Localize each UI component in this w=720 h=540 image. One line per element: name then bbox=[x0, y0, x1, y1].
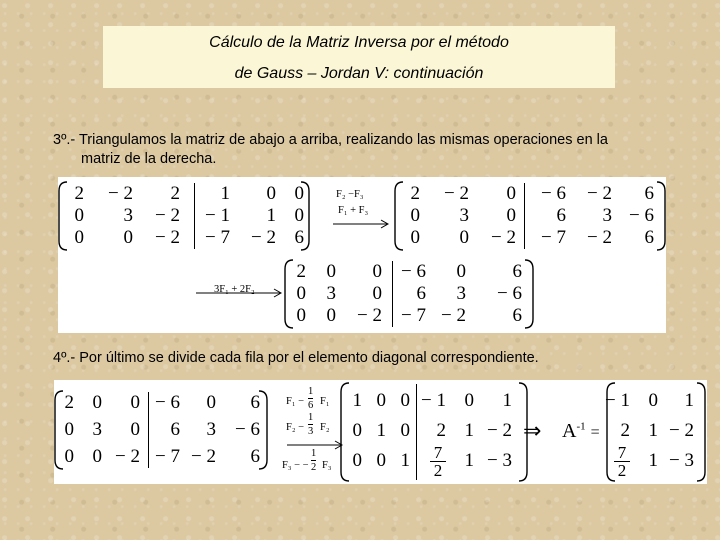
op-f2-tail: F₂ bbox=[320, 422, 330, 433]
matrix-a bbox=[58, 181, 308, 251]
matrix-cell: 0 bbox=[92, 446, 102, 467]
op-f1-label: F₁ − bbox=[286, 396, 305, 407]
matrix-cell: − 2 bbox=[251, 227, 276, 248]
matrix-cell: 2 bbox=[436, 420, 446, 441]
matrix-cell: 0 bbox=[130, 419, 140, 440]
matrix-cell: 6 bbox=[294, 227, 304, 248]
op-f1-den: 6 bbox=[308, 400, 314, 411]
matrix-cell: 6 bbox=[512, 305, 522, 326]
matrix-cell: 0 bbox=[352, 420, 362, 441]
matrix-cell: − 7 bbox=[155, 446, 180, 467]
frac-denominator: 2 bbox=[617, 461, 627, 480]
op-f3-frac bbox=[311, 448, 316, 473]
op-f1-num: 1 bbox=[308, 386, 314, 397]
matrix-cell: 6 bbox=[556, 205, 566, 226]
title-line-1: Cálculo de la Matriz Inversa por el método bbox=[209, 34, 509, 51]
matrix-right-bracket bbox=[656, 181, 666, 251]
matrix-cell: 0 bbox=[64, 419, 74, 440]
matrix-cell: 3 bbox=[206, 419, 216, 440]
op-f3-den: 2 bbox=[311, 462, 317, 473]
matrix-cell: − 2 bbox=[444, 183, 469, 204]
matrix-cell: − 7 bbox=[541, 227, 566, 248]
matrix-cell: − 6 bbox=[497, 283, 522, 304]
matrix-cell: 0 bbox=[326, 261, 336, 282]
matrix-cell: 6 bbox=[170, 419, 180, 440]
matrix-cell: 1 bbox=[648, 420, 658, 441]
op-f1-frac bbox=[308, 386, 313, 411]
frac-bar bbox=[308, 424, 313, 425]
matrix-cell: 1 bbox=[464, 450, 474, 471]
matrix-cell: 0 bbox=[506, 205, 516, 226]
op1-top: F₂ −F₃ bbox=[336, 189, 364, 200]
matrix-cell: − 2 bbox=[487, 420, 512, 441]
matrix-cell: − 2 bbox=[191, 446, 216, 467]
matrix-cell: 0 bbox=[64, 446, 74, 467]
matrix-cell: − 1 bbox=[421, 390, 446, 411]
matrix-cell: − 2 bbox=[115, 446, 140, 467]
matrix-right-bracket bbox=[696, 382, 706, 482]
op-f2-frac bbox=[308, 412, 313, 437]
matrix-cell: 0 bbox=[400, 390, 410, 411]
matrix-cell: − 7 bbox=[205, 227, 230, 248]
op-f1-tail: F₁ bbox=[320, 396, 330, 407]
inverse-letter: A bbox=[562, 420, 577, 442]
step4-text: 4º.- Por último se divide cada fila por el elemento diagonal correspondiente. bbox=[53, 350, 539, 366]
matrix-cell: 2 bbox=[170, 183, 180, 204]
matrix-cell: − 7 bbox=[401, 305, 426, 326]
matrix-inverse bbox=[606, 382, 706, 482]
matrix-cell: 1 bbox=[266, 205, 276, 226]
frac-bar bbox=[311, 460, 316, 461]
frac-numerator: 7 bbox=[617, 443, 627, 462]
matrix-cell: 6 bbox=[416, 283, 426, 304]
matrix-cell: 0 bbox=[459, 227, 469, 248]
matrix-cell: − 2 bbox=[155, 227, 180, 248]
matrix-cell: − 1 bbox=[205, 205, 230, 226]
matrix-cell: − 2 bbox=[357, 305, 382, 326]
matrix-cell: 0 bbox=[206, 392, 216, 413]
matrix-cell: − 2 bbox=[108, 183, 133, 204]
matrix-cell: − 6 bbox=[235, 419, 260, 440]
matrix-cell: 0 bbox=[92, 392, 102, 413]
matrix-cell: 0 bbox=[372, 283, 382, 304]
matrix-cell: − 2 bbox=[155, 205, 180, 226]
matrix-cell: 2 bbox=[64, 392, 74, 413]
step3-text-line1: 3º.- Triangulamos la matriz de abajo a arriba, realizando las mismas operaciones en la bbox=[53, 132, 608, 148]
matrix-cell: 1 bbox=[352, 390, 362, 411]
matrix-cell: 0 bbox=[74, 205, 84, 226]
matrix-cell: 0 bbox=[410, 227, 420, 248]
matrix-divider bbox=[524, 183, 525, 249]
matrix-cell: 3 bbox=[602, 205, 612, 226]
matrix-cell: − 6 bbox=[401, 261, 426, 282]
matrix-cell: 0 bbox=[456, 261, 466, 282]
matrix-cell: 0 bbox=[400, 420, 410, 441]
matrix-cell: 2 bbox=[296, 261, 306, 282]
op-f2-num: 1 bbox=[308, 412, 314, 423]
matrix-cell: − 2 bbox=[587, 183, 612, 204]
matrix-cell: − 6 bbox=[155, 392, 180, 413]
step3-panel bbox=[58, 177, 666, 333]
matrix-cell: 6 bbox=[250, 392, 260, 413]
matrix-cell: 1 bbox=[502, 390, 512, 411]
matrix-cell: − 2 bbox=[669, 420, 694, 441]
title-box bbox=[103, 26, 615, 88]
matrix-cell: 1 bbox=[220, 183, 230, 204]
matrix-cell: 3 bbox=[123, 205, 133, 226]
matrix-cell: 1 bbox=[400, 450, 410, 471]
matrix-cell: − 2 bbox=[491, 227, 516, 248]
matrix-cell: 0 bbox=[506, 183, 516, 204]
matrix-cell: 1 bbox=[376, 420, 386, 441]
matrix-cell: 0 bbox=[294, 183, 304, 204]
op-f3-label: F₃ − − bbox=[282, 460, 309, 471]
op2-label: 3F₁ + 2F₂ bbox=[214, 284, 255, 295]
equals-sign: = bbox=[590, 424, 600, 441]
matrix-cell: 2 bbox=[410, 183, 420, 204]
matrix-cell: 6 bbox=[644, 227, 654, 248]
op-f3-tail: F₃ bbox=[322, 460, 332, 471]
matrix-cell: 0 bbox=[296, 283, 306, 304]
matrix-cell: 0 bbox=[130, 392, 140, 413]
matrix-cell: 0 bbox=[376, 450, 386, 471]
inverse-exponent: -1 bbox=[576, 420, 586, 433]
matrix-cell: − 2 bbox=[441, 305, 466, 326]
matrix-cell: 0 bbox=[296, 305, 306, 326]
matrix-cell: − 1 bbox=[605, 390, 630, 411]
frac-bar bbox=[308, 398, 313, 399]
matrix-cell: 6 bbox=[250, 446, 260, 467]
matrix-cell: 0 bbox=[294, 205, 304, 226]
matrix-cell: 0 bbox=[74, 227, 84, 248]
frac-numerator: 7 bbox=[433, 443, 443, 462]
implies-symbol: ⇒ bbox=[523, 418, 542, 443]
op-f2-den: 3 bbox=[308, 426, 314, 437]
matrix-cell: 1 bbox=[648, 450, 658, 471]
matrix-e bbox=[340, 382, 530, 482]
matrix-cell: − 3 bbox=[487, 450, 512, 471]
matrix-cell: 6 bbox=[512, 261, 522, 282]
matrix-cell: 2 bbox=[74, 183, 84, 204]
matrix-cell: − 3 bbox=[669, 450, 694, 471]
step4-panel bbox=[54, 380, 707, 484]
matrix-cell: − 6 bbox=[629, 205, 654, 226]
matrix-cell: 0 bbox=[376, 390, 386, 411]
matrix-cell: 0 bbox=[352, 450, 362, 471]
matrix-cell: 1 bbox=[464, 420, 474, 441]
title-line-2: de Gauss – Jordan V: continuación bbox=[234, 65, 484, 82]
matrix-cell: − 2 bbox=[587, 227, 612, 248]
matrix-cell: 6 bbox=[644, 183, 654, 204]
step3-text-line2: matriz de la derecha. bbox=[81, 151, 217, 167]
matrix-cell: 1 bbox=[684, 390, 694, 411]
matrix-cell: − 6 bbox=[541, 183, 566, 204]
matrix-cell: 0 bbox=[123, 227, 133, 248]
matrix-c bbox=[284, 259, 544, 329]
op1-bottom: F₁ + F₃ bbox=[338, 205, 369, 216]
matrix-d bbox=[54, 390, 268, 468]
matrix-cell: 0 bbox=[648, 390, 658, 411]
op-f3-num: 1 bbox=[311, 448, 317, 459]
matrix-cell: 0 bbox=[410, 205, 420, 226]
matrix-cell: 3 bbox=[92, 419, 102, 440]
matrix-right-bracket bbox=[524, 259, 534, 329]
matrix-cell: 3 bbox=[326, 283, 336, 304]
matrix-cell: 0 bbox=[266, 183, 276, 204]
matrix-cell: 0 bbox=[372, 261, 382, 282]
frac-denominator: 2 bbox=[433, 461, 443, 480]
matrix-cell: 3 bbox=[456, 283, 466, 304]
op-f2-label: F₂ − bbox=[286, 422, 305, 433]
matrix-cell: 2 bbox=[620, 420, 630, 441]
matrix-b bbox=[394, 181, 664, 251]
matrix-cell: 3 bbox=[459, 205, 469, 226]
matrix-cell: 0 bbox=[326, 305, 336, 326]
matrix-cell: 0 bbox=[464, 390, 474, 411]
